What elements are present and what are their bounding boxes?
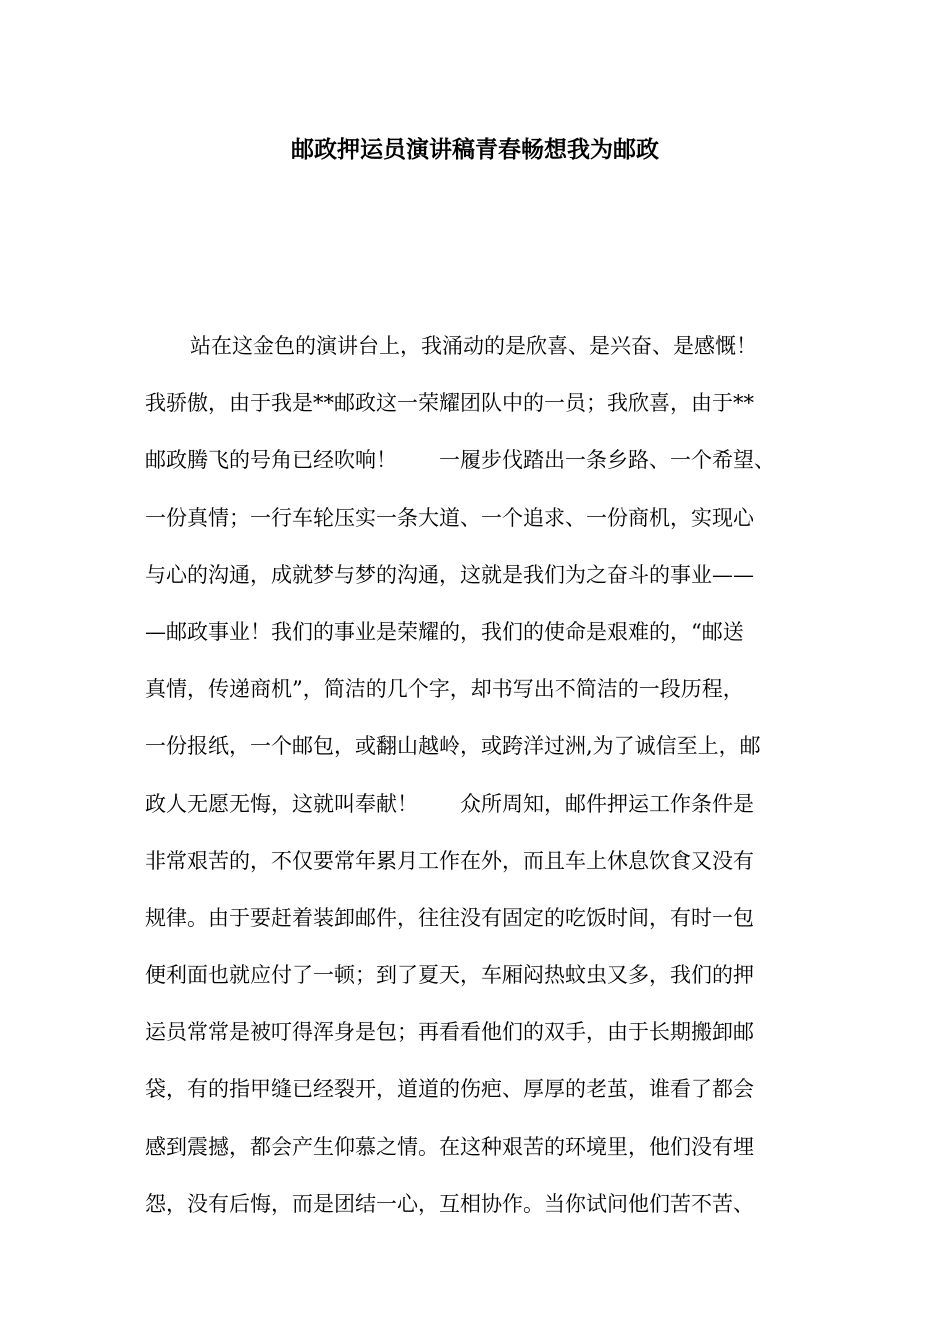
body-line: 真情，传递商机”，简洁的几个字，却书写出不简洁的一段历程，	[145, 677, 744, 702]
body-line: 政人无愿无悔，这就叫奉献！ 众所周知，邮件押运工作条件是	[145, 791, 754, 816]
body-line: 站在这金色的演讲台上，我涌动的是欣喜、是兴奋、是感慨！	[190, 334, 757, 358]
body-line: 我骄傲，由于我是**邮政这一荣耀团队中的一员；我欣喜，由于**	[145, 391, 754, 416]
body-line: 非常艰苦的，不仅要常年累月工作在外，而且车上休息饮食又没有	[145, 848, 754, 873]
body-line: 怨，没有后悔，而是团结一心，互相协作。当你试问他们苦不苦、	[145, 1191, 754, 1216]
body-line: 一份真情；一行车轮压实一条大道、一个追求、一份商机，实现心	[145, 505, 754, 530]
body-line: 与心的沟通，成就梦与梦的沟通，这就是我们为之奋斗的事业——	[145, 562, 754, 587]
document-body	[145, 318, 825, 1233]
body-line: 袋，有的指甲缝已经裂开，道道的伤疤、厚厚的老茧，谁看了都会	[145, 1077, 754, 1102]
body-line: 便利面也就应付了一顿；到了夏天，车厢闷热蚊虫又多，我们的押	[145, 963, 754, 988]
body-line: 规律。由于要赶着装卸邮件，往往没有固定的吃饭时间，有时一包	[145, 905, 754, 930]
body-line: 感到震撼，都会产生仰慕之情。在这种艰苦的环境里，他们没有埋	[145, 1134, 754, 1159]
body-line: —邮政事业！我们的事业是荣耀的，我们的使命是艰难的，“邮送	[145, 619, 744, 644]
body-line: 运员常常是被叮得浑身是包；再看看他们的双手，由于长期搬卸邮	[145, 1020, 754, 1045]
document-title: 邮政押运员演讲稿青春畅想我为邮政	[291, 136, 659, 163]
body-line: 一份报纸，一个邮包，或翻山越岭，或跨洋过洲,为了诚信至上，邮	[145, 734, 761, 759]
body-line: 邮政腾飞的号角已经吹响！ 一履步伐踏出一条乡路、一个希望、	[145, 448, 775, 473]
